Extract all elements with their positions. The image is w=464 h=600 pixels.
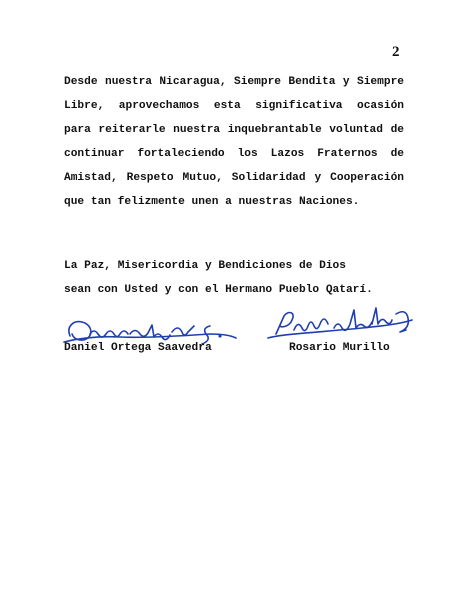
signatory-name-daniel-ortega: Daniel Ortega Saavedra (64, 342, 212, 354)
signatory-name-rosario-murillo: Rosario Murillo (289, 342, 390, 354)
closing-blessing (64, 254, 404, 302)
closing-line-1: La Paz, Misericordia y Bendiciones de Dios (64, 260, 346, 272)
page-number: 2 (392, 44, 400, 60)
body-paragraph: Desde nuestra Nicaragua, Siempre Bendita y Siempre Libre, aprovechamos esta significativa ocasión para reiterarle nuestra inquebrantable voluntad de continuar fortaleciendo los Lazos Fraternos de Amistad, Respeto Mutuo, Solidaridad y Cooperación que tan felizmente unen a nuestras Naciones. (64, 76, 404, 208)
closing-line-2: sean con Usted y con el Hermano Pueblo Qatarí. (64, 284, 373, 296)
